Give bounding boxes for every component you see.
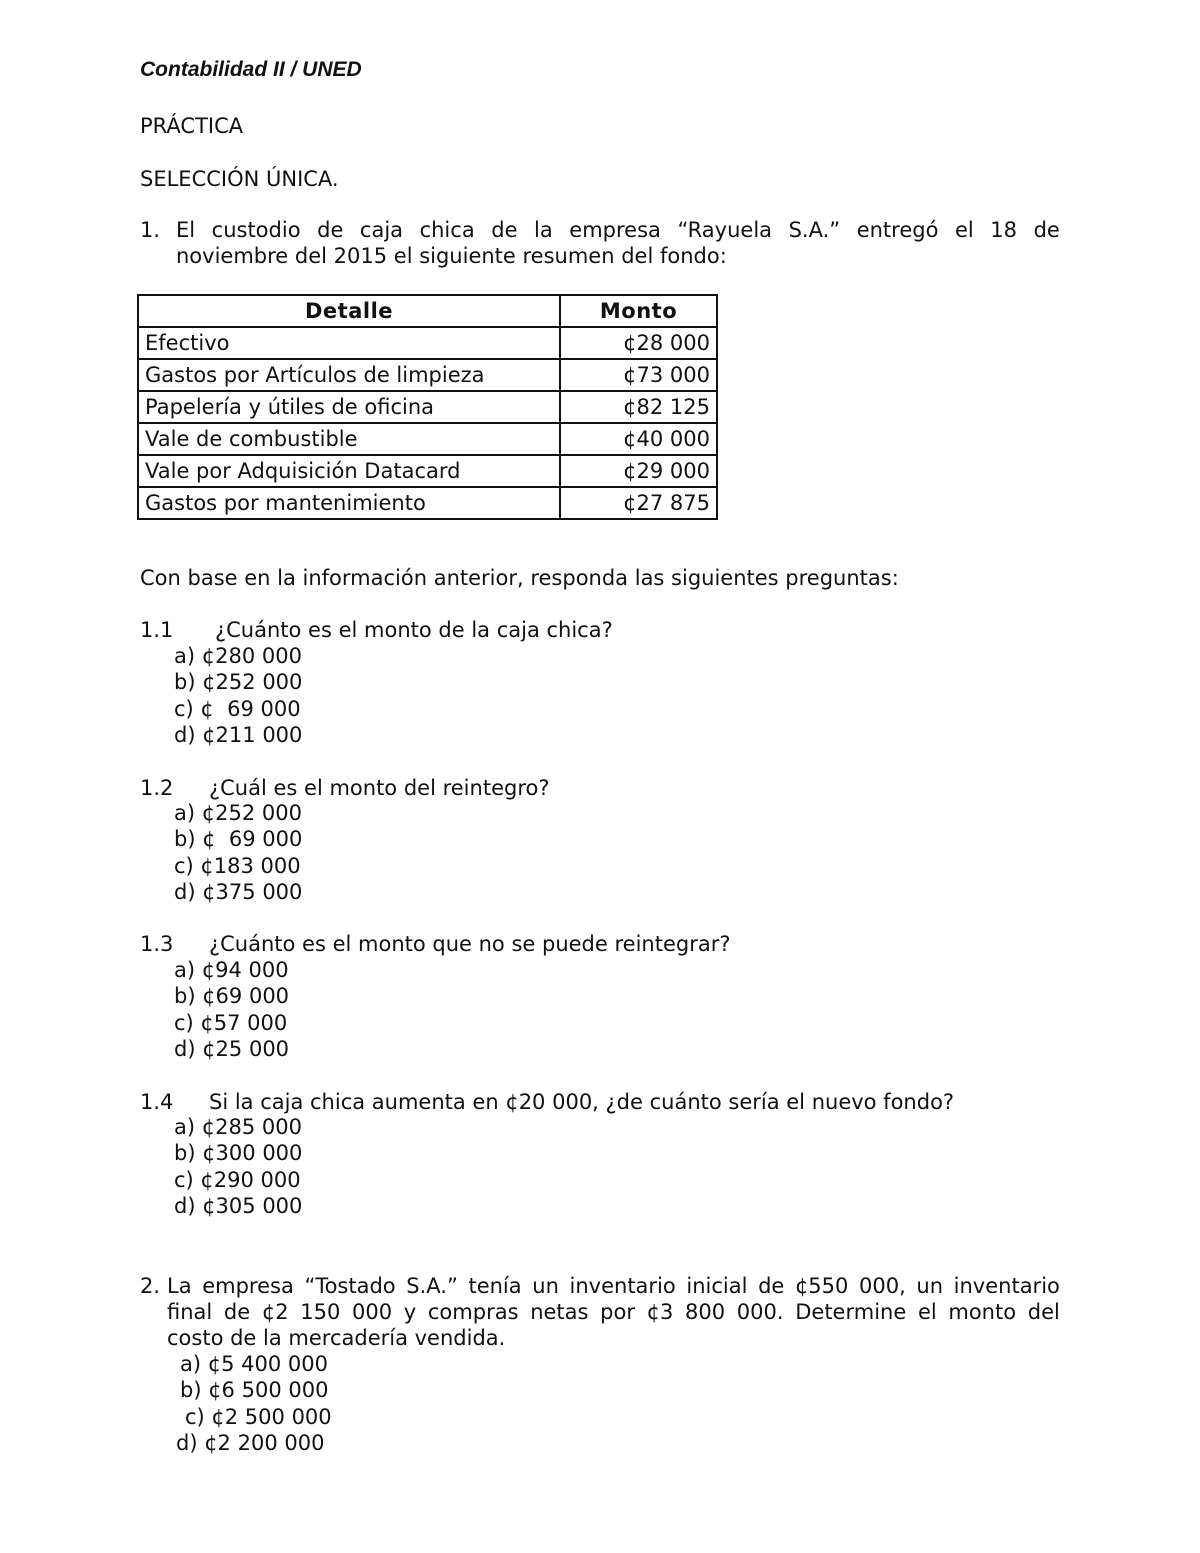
word: “Rayuela [677,218,773,242]
word: compras [427,1300,519,1324]
answer-option[interactable]: c) ¢183 000 [174,853,301,878]
subquestion-number: 1.3 [140,932,174,956]
word: Determine [795,1300,907,1324]
answer-option[interactable]: c) ¢2 500 000 [185,1404,332,1429]
question-line: costo de la mercadería vendida. [167,1326,506,1350]
subquestion-text: Si la caja chica aumenta en ¢20 000, ¿de cuánto sería el nuevo fondo? [209,1090,955,1114]
word: la [534,218,553,242]
answer-option[interactable]: a) ¢285 000 [174,1115,302,1139]
answer-option[interactable]: a) ¢94 000 [174,958,289,982]
intro-text: Con base en la información anterior, responda las siguientes preguntas: [140,566,899,590]
table-row [138,423,717,455]
options-1-2 [174,800,302,905]
table-row [138,359,717,391]
amount-cell: ¢28 000 [560,327,717,359]
question-2 [140,1273,1060,1351]
word: tenía [468,1274,522,1298]
column-header-detalle: Detalle [138,295,560,327]
options-1-4 [174,1114,302,1219]
options-1-1 [174,643,302,748]
answer-option[interactable]: c) ¢57 000 [174,1010,288,1035]
word: de [317,218,344,242]
word: de [758,1274,785,1298]
question-line: noviembre del 2015 el siguiente resumen del fondo: [176,244,727,268]
amount-cell: ¢29 000 [560,455,717,487]
word: 150 [300,1300,341,1324]
word: ¢3 [646,1300,674,1324]
table-row [138,391,717,423]
subquestion-text: ¿Cuánto es el monto de la caja chica? [215,618,613,642]
subquestion-number: 1.1 [140,618,174,642]
detail-cell: Papelería y útiles de oficina [138,391,560,423]
word: El [176,218,196,242]
word: empresa [569,218,661,242]
word: chica [419,218,475,242]
amount-cell: ¢73 000 [560,359,717,391]
answer-option[interactable]: d) ¢305 000 [174,1193,303,1218]
word: ¢550 [794,1274,849,1298]
word: un [532,1274,559,1298]
question-text [176,217,1060,269]
answer-option[interactable]: d) ¢375 000 [174,879,303,904]
word: 800 [685,1300,726,1324]
table-row [138,327,717,359]
word: La [167,1274,192,1298]
answer-option[interactable]: a) ¢5 400 000 [180,1352,328,1376]
subquestion-text: ¿Cuál es el monto del reintegro? [209,776,550,800]
answer-option[interactable]: d) ¢211 000 [174,722,303,747]
detail-cell: Gastos por mantenimiento [138,487,560,519]
course-header: Contabilidad II / UNED [140,58,362,81]
subsection-title: SELECCIÓN ÚNICA. [140,167,339,191]
answer-option[interactable]: b) ¢300 000 [174,1141,303,1166]
question-line [176,217,1060,243]
word: caja [359,218,404,242]
word: 000, [859,1274,906,1298]
question-line [167,1273,1060,1299]
detail-cell: Vale de combustible [138,423,560,455]
table-row [138,455,717,487]
section-title: PRÁCTICA [140,114,244,138]
detail-cell: Efectivo [138,327,560,359]
options-1-3 [174,957,289,1062]
word: ¢2 [261,1300,289,1324]
word: 000 [352,1300,393,1324]
detail-cell: Gastos por Artículos de limpieza [138,359,560,391]
word: inventario [953,1274,1060,1298]
word: y [403,1300,417,1324]
subquestion-text: ¿Cuánto es el monto que no se puede reintegrar? [209,932,731,956]
options-2 [176,1351,332,1456]
question-number: 2. [140,1274,161,1298]
word: 18 [990,218,1018,242]
word: de [491,218,518,242]
answer-option[interactable]: a) ¢252 000 [174,801,302,825]
word: “Tostado [304,1274,396,1298]
answer-option[interactable]: c) ¢290 000 [174,1167,301,1192]
question-line [167,1299,1060,1325]
answer-option[interactable]: d) ¢2 200 000 [176,1430,325,1455]
answer-option[interactable]: b) ¢ 69 000 [174,827,303,852]
word: entregó [856,218,939,242]
word: S.A.” [788,218,841,242]
word: de [223,1300,251,1324]
answer-option[interactable]: c) ¢ 69 000 [174,696,301,721]
word: del [1027,1300,1060,1324]
answer-option[interactable]: b) ¢252 000 [174,670,303,695]
table-row [138,487,717,519]
word: 000. [736,1300,784,1324]
word: S.A.” [406,1274,458,1298]
word: empresa [202,1274,294,1298]
word: monto [948,1300,1017,1324]
answer-option[interactable]: a) ¢280 000 [174,644,302,668]
word: inventario [569,1274,676,1298]
word: un [916,1274,944,1298]
question-1 [140,217,1060,269]
word: netas [530,1300,589,1324]
word: el [917,1300,937,1324]
word: custodio [211,218,301,242]
question-number: 1. [140,218,161,242]
word: el [954,218,974,242]
amount-cell: ¢27 875 [560,487,717,519]
answer-option[interactable]: b) ¢69 000 [174,984,290,1009]
word: inicial [686,1274,748,1298]
word: final [167,1300,213,1324]
detail-cell: Vale por Adquisición Datacard [138,455,560,487]
subquestion-number: 1.4 [140,1090,174,1114]
word: de [1033,218,1060,242]
question-text [167,1273,1060,1351]
answer-option[interactable]: d) ¢25 000 [174,1036,290,1061]
word: por [600,1300,635,1324]
amount-cell: ¢82 125 [560,391,717,423]
amount-cell: ¢40 000 [560,423,717,455]
column-header-monto: Monto [560,295,717,327]
answer-option[interactable]: b) ¢6 500 000 [180,1378,329,1403]
table-header-row [138,295,717,327]
subquestion-number: 1.2 [140,776,174,800]
petty-cash-table [137,294,718,520]
